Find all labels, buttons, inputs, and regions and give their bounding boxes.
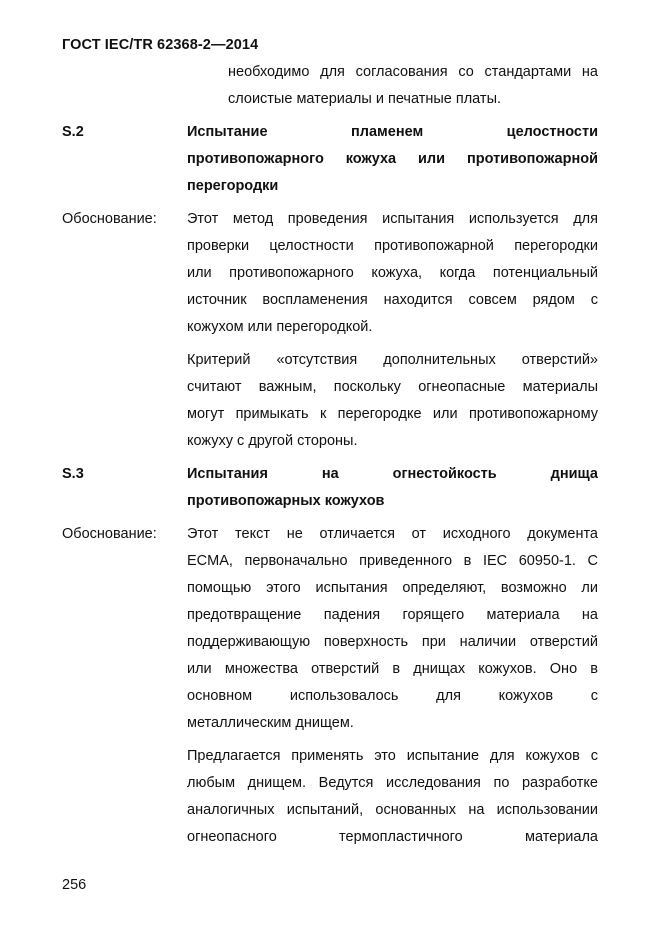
- section-title-line: противопожарных кожухов: [187, 493, 385, 509]
- paragraph-line: Этот метод проведения испытания используется для: [187, 211, 598, 227]
- document-header: ГОСТ IEC/TR 62368-2—2014: [62, 37, 259, 53]
- text-line: слоистые материалы и печатные платы.: [228, 91, 502, 107]
- paragraph-line: могут примыкать к перегородке или противопожарному: [187, 406, 598, 422]
- section-title-line: Испытания на огнестойкость днища: [187, 466, 598, 482]
- paragraph-line: считают важным, поскольку огнеопасные материалы: [187, 379, 598, 395]
- paragraph-line: кожуху с другой стороны.: [187, 433, 358, 449]
- section-title-line: противопожарного кожуха или противопожарной: [187, 151, 598, 167]
- paragraph-line: Критерий «отсутствия дополнительных отверстий»: [187, 352, 598, 368]
- paragraph-line: источник воспламенения находится совсем рядом с: [187, 292, 598, 308]
- section-number: S.3: [62, 466, 84, 482]
- paragraph-line: предотвращение падения горящего материала на: [187, 607, 598, 623]
- paragraph-line: помощью этого испытания определяют, возможно ли: [187, 580, 598, 596]
- section-number: S.2: [62, 124, 84, 140]
- paragraph-line: проверки целостности противопожарной перегородки: [187, 238, 598, 254]
- page-number: 256: [62, 877, 87, 893]
- paragraph-line: Предлагается применять это испытание для кожухов с: [187, 748, 598, 764]
- section-title-line: Испытание пламенем целостности: [187, 124, 598, 140]
- paragraph-line: основном использовалось для кожухов с: [187, 688, 598, 704]
- paragraph-line: Этот текст не отличается от исходного документа: [187, 526, 598, 542]
- paragraph-line: огнеопасного термопластичного материала: [187, 829, 598, 845]
- paragraph-line: или множества отверстий в днищах кожухов. Оно в: [187, 661, 598, 677]
- justification-label: Обоснование:: [62, 211, 157, 227]
- paragraph-line: поддерживающую поверхность при наличии отверстий: [187, 634, 598, 650]
- justification-label: Обоснование:: [62, 526, 157, 542]
- section-title-line: перегородки: [187, 178, 279, 194]
- paragraph-line: любым днищем. Ведутся исследования по разработке: [187, 775, 598, 791]
- paragraph-line: или противопожарного кожуха, когда потенциальный: [187, 265, 598, 281]
- text-line: необходимо для согласования со стандартами на: [228, 64, 598, 80]
- paragraph-line: аналогичных испытаний, основанных на использовании: [187, 802, 598, 818]
- paragraph-line: металлическим днищем.: [187, 715, 354, 731]
- paragraph-line: ECMA, первоначально приведенного в IEC 60950-1. С: [187, 553, 598, 569]
- paragraph-line: кожухом или перегородкой.: [187, 319, 373, 335]
